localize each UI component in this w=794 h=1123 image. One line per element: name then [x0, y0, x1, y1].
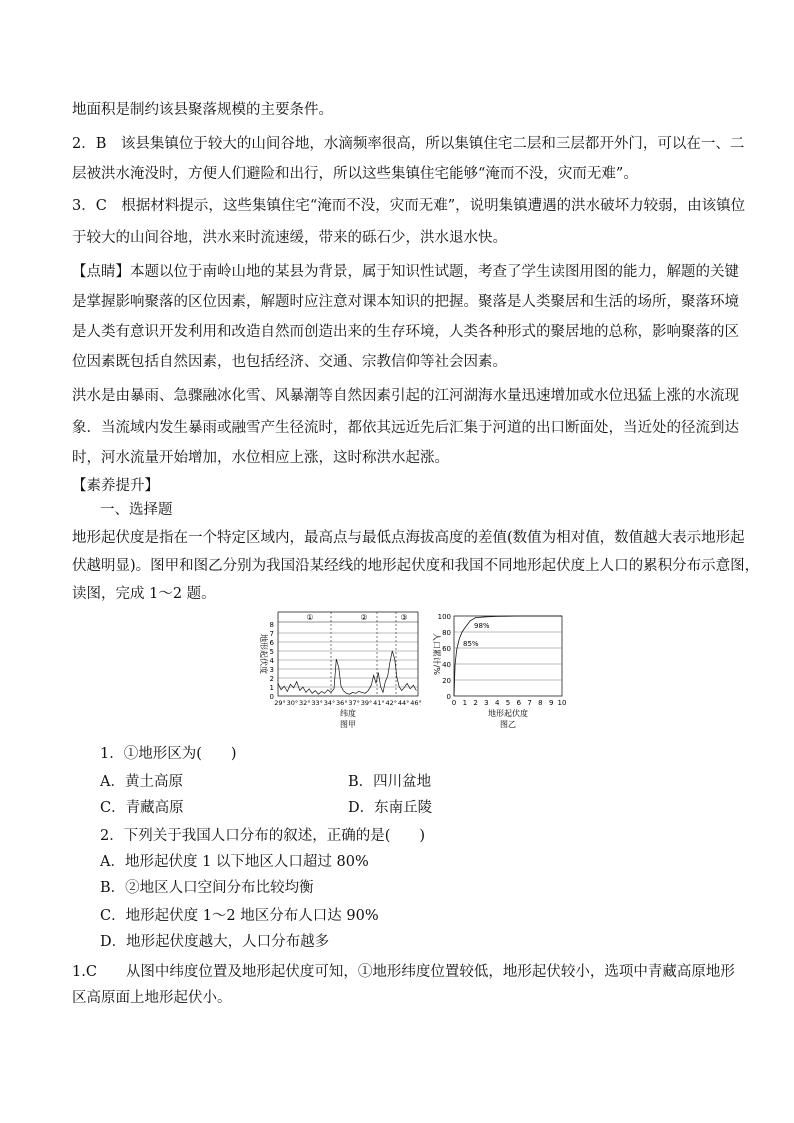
- figures-svg: [252, 606, 572, 730]
- yi-x-tick-label: 3: [484, 699, 489, 707]
- jia-x-tick-label: 39°: [360, 699, 373, 707]
- intro-line2: 伏越明显)。图甲和图乙分别为我国沿某经线的地形起伏度和我国不同地形起伏度上人口的累积分布示意图，: [72, 558, 760, 574]
- section-heading: 【素养提升】: [72, 478, 159, 494]
- figure-yi: [432, 613, 566, 729]
- jia-y-tick-label: 6: [269, 639, 274, 647]
- paragraph-line: 地面积是制约该县聚落规模的主要条件。: [72, 102, 333, 118]
- jia-y-tick-label: 2: [269, 675, 274, 683]
- jia-x-tick-label: 32°: [298, 699, 311, 707]
- yi-y-tick-label: 40: [442, 661, 451, 669]
- jia-y-tick-label: 3: [269, 666, 274, 674]
- jia-x-tick-label: 29°: [274, 699, 286, 707]
- subsection-heading: 一、选择题: [100, 502, 173, 518]
- jia-y-tick-label: 5: [269, 648, 274, 656]
- jia-x-tick-label: 33°: [311, 699, 323, 707]
- jia-y-tick-label: 7: [269, 630, 274, 638]
- yi-annotation-85: 85%: [463, 640, 479, 648]
- yi-x-tick-label: 2: [473, 699, 478, 707]
- answer-3-line1: 3．C 根据材料提示，这些集镇住宅“淹而不没，灾而无难”，说明集镇遭遇的洪水破坏力较弱，由该镇位: [72, 198, 746, 214]
- yi-x-tick-label: 4: [494, 699, 500, 707]
- answer-2-line1: 2．B 该县集镇位于较大的山间谷地，水滴频率很高，所以集镇住宅二层和三层都开外门，可以在一、二: [72, 136, 745, 152]
- dianjing-line4: 位因素既包括自然因素，也包括经济、交通、宗教信仰等社会因素。: [72, 354, 507, 370]
- yi-ylabel: 人口累计/%: [432, 632, 441, 676]
- yi-annotation-98: 98%: [474, 622, 490, 630]
- flood-line2: 象．当流域内发生暴雨或融雪产生径流时，都依其远近先后汇集于河道的出口断面处，当近处的径流到达: [72, 420, 739, 436]
- jia-region-label-1: ①: [306, 613, 314, 622]
- q1-option-a[interactable]: A．黄土高原: [100, 774, 183, 790]
- yi-x-tick-label: 5: [505, 699, 511, 707]
- jia-y-tick-label: 1: [269, 684, 274, 692]
- q1-option-d[interactable]: D．东南丘陵: [348, 800, 433, 816]
- yi-title: 图乙: [500, 720, 516, 729]
- yi-y-tick-label: 20: [442, 677, 451, 685]
- jia-ylabel: 地形起伏度: [259, 634, 268, 674]
- yi-x-tick-label: 6: [516, 699, 522, 707]
- yi-x-tick-label: 7: [527, 699, 532, 707]
- yi-series-line: [454, 616, 562, 696]
- dianjing-line1: 【点睛】本题以位于南岭山地的某县为背景，属于知识性试题，考查了学生读图用图的能力，解题的关键: [72, 264, 739, 280]
- q2-option-d[interactable]: D．地形起伏度越大，人口分布越多: [100, 934, 330, 950]
- yi-y-tick-label: 80: [442, 629, 451, 637]
- yi-y-tick-label: 0: [446, 693, 451, 701]
- q1-option-c[interactable]: C．青藏高原: [100, 800, 184, 816]
- jia-x-tick-label: 34°: [323, 699, 336, 707]
- jia-series-line: [278, 651, 416, 694]
- flood-line3: 时，河水流量开始增加，水位相应上涨，这时称洪水起涨。: [72, 450, 449, 466]
- dianjing-line2: 是掌握影响聚落的区位因素，解题时应注意对课本知识的把握。聚落是人类聚居和生活的场所，聚落环境: [72, 294, 739, 310]
- dianjing-line3: 是人类有意识开发利用和改造自然而创造出来的生存环境，人类各种形式的聚居地的总称，影响聚落的区: [72, 324, 739, 340]
- intro-line3: 读图，完成 1～2 题。: [72, 586, 216, 602]
- jia-frame: [278, 612, 418, 696]
- answer-2-line2: 层被洪水淹没时，方便人们避险和出行，所以这些集镇住宅能够“淹而不没，灾而无难”。: [72, 166, 638, 182]
- jia-x-tick-label: 30°: [286, 699, 299, 707]
- yi-y-tick-label: 100: [437, 613, 451, 621]
- q2-option-a[interactable]: A．地形起伏度 1 以下地区人口超过 80%: [100, 854, 369, 870]
- jia-x-tick-label: 44°: [397, 699, 410, 707]
- jia-x-tick-label: 42°: [385, 699, 398, 707]
- yi-xlabel: 地形起伏度: [488, 709, 528, 718]
- yi-x-tick-label: 8: [538, 699, 543, 707]
- yi-y-tick-label: 60: [442, 645, 451, 653]
- yi-x-tick-label: 1: [462, 699, 468, 707]
- jia-x-tick-label: 41°: [373, 699, 385, 707]
- yi-frame: [454, 616, 562, 696]
- yi-x-tick-label: 9: [548, 699, 554, 707]
- yi-x-tick-label: 0: [451, 699, 457, 707]
- q2-option-b[interactable]: B．②地区人口空间分布比较均衡: [100, 880, 314, 896]
- answer-1-line1: 1.C 从图中纬度位置及地形起伏度可知，①地形纬度位置较低，地形起伏较小，选项中青藏高原地形: [72, 964, 735, 980]
- jia-x-tick-label: 36°: [336, 699, 348, 707]
- jia-x-tick-label: 37°: [348, 699, 360, 707]
- figure-jia: [259, 612, 422, 729]
- question-2-stem: 2．下列关于我国人口分布的叙述，正确的是( ): [100, 828, 426, 844]
- q1-option-b[interactable]: B．四川盆地: [348, 774, 432, 790]
- intro-line1: 地形起伏度是指在一个特定区域内，最高点与最低点海拔高度的差值(数值为相对值，数值越大表示地形起: [72, 530, 745, 546]
- jia-region-label-2: ②: [360, 613, 368, 622]
- jia-region-label-3: ③: [400, 613, 408, 622]
- jia-y-tick-label: 4: [269, 657, 274, 665]
- answer-1-line2: 区高原面上地形起伏小。: [72, 990, 232, 1006]
- figures: [252, 606, 572, 734]
- question-1-stem: 1．①地形区为( ): [100, 746, 237, 762]
- jia-x-tick-label: 46°: [410, 699, 422, 707]
- jia-xlabel: 纬度: [340, 709, 356, 718]
- yi-x-tick-label: 10: [557, 699, 567, 707]
- answer-3-line2: 于较大的山间谷地，洪水来时流速缓，带来的砾石少，洪水退水快。: [72, 230, 507, 246]
- jia-title: 图甲: [340, 720, 356, 729]
- jia-y-tick-label: 8: [269, 621, 274, 629]
- q2-option-c[interactable]: C．地形起伏度 1～2 地区分布人口达 90%: [100, 908, 379, 924]
- jia-y-tick-label: 0: [269, 693, 274, 701]
- flood-line1: 洪水是由暴雨、急骤融冰化雪、风暴潮等自然因素引起的江河湖海水量迅速增加或水位迅猛上涨的水流现: [72, 388, 739, 404]
